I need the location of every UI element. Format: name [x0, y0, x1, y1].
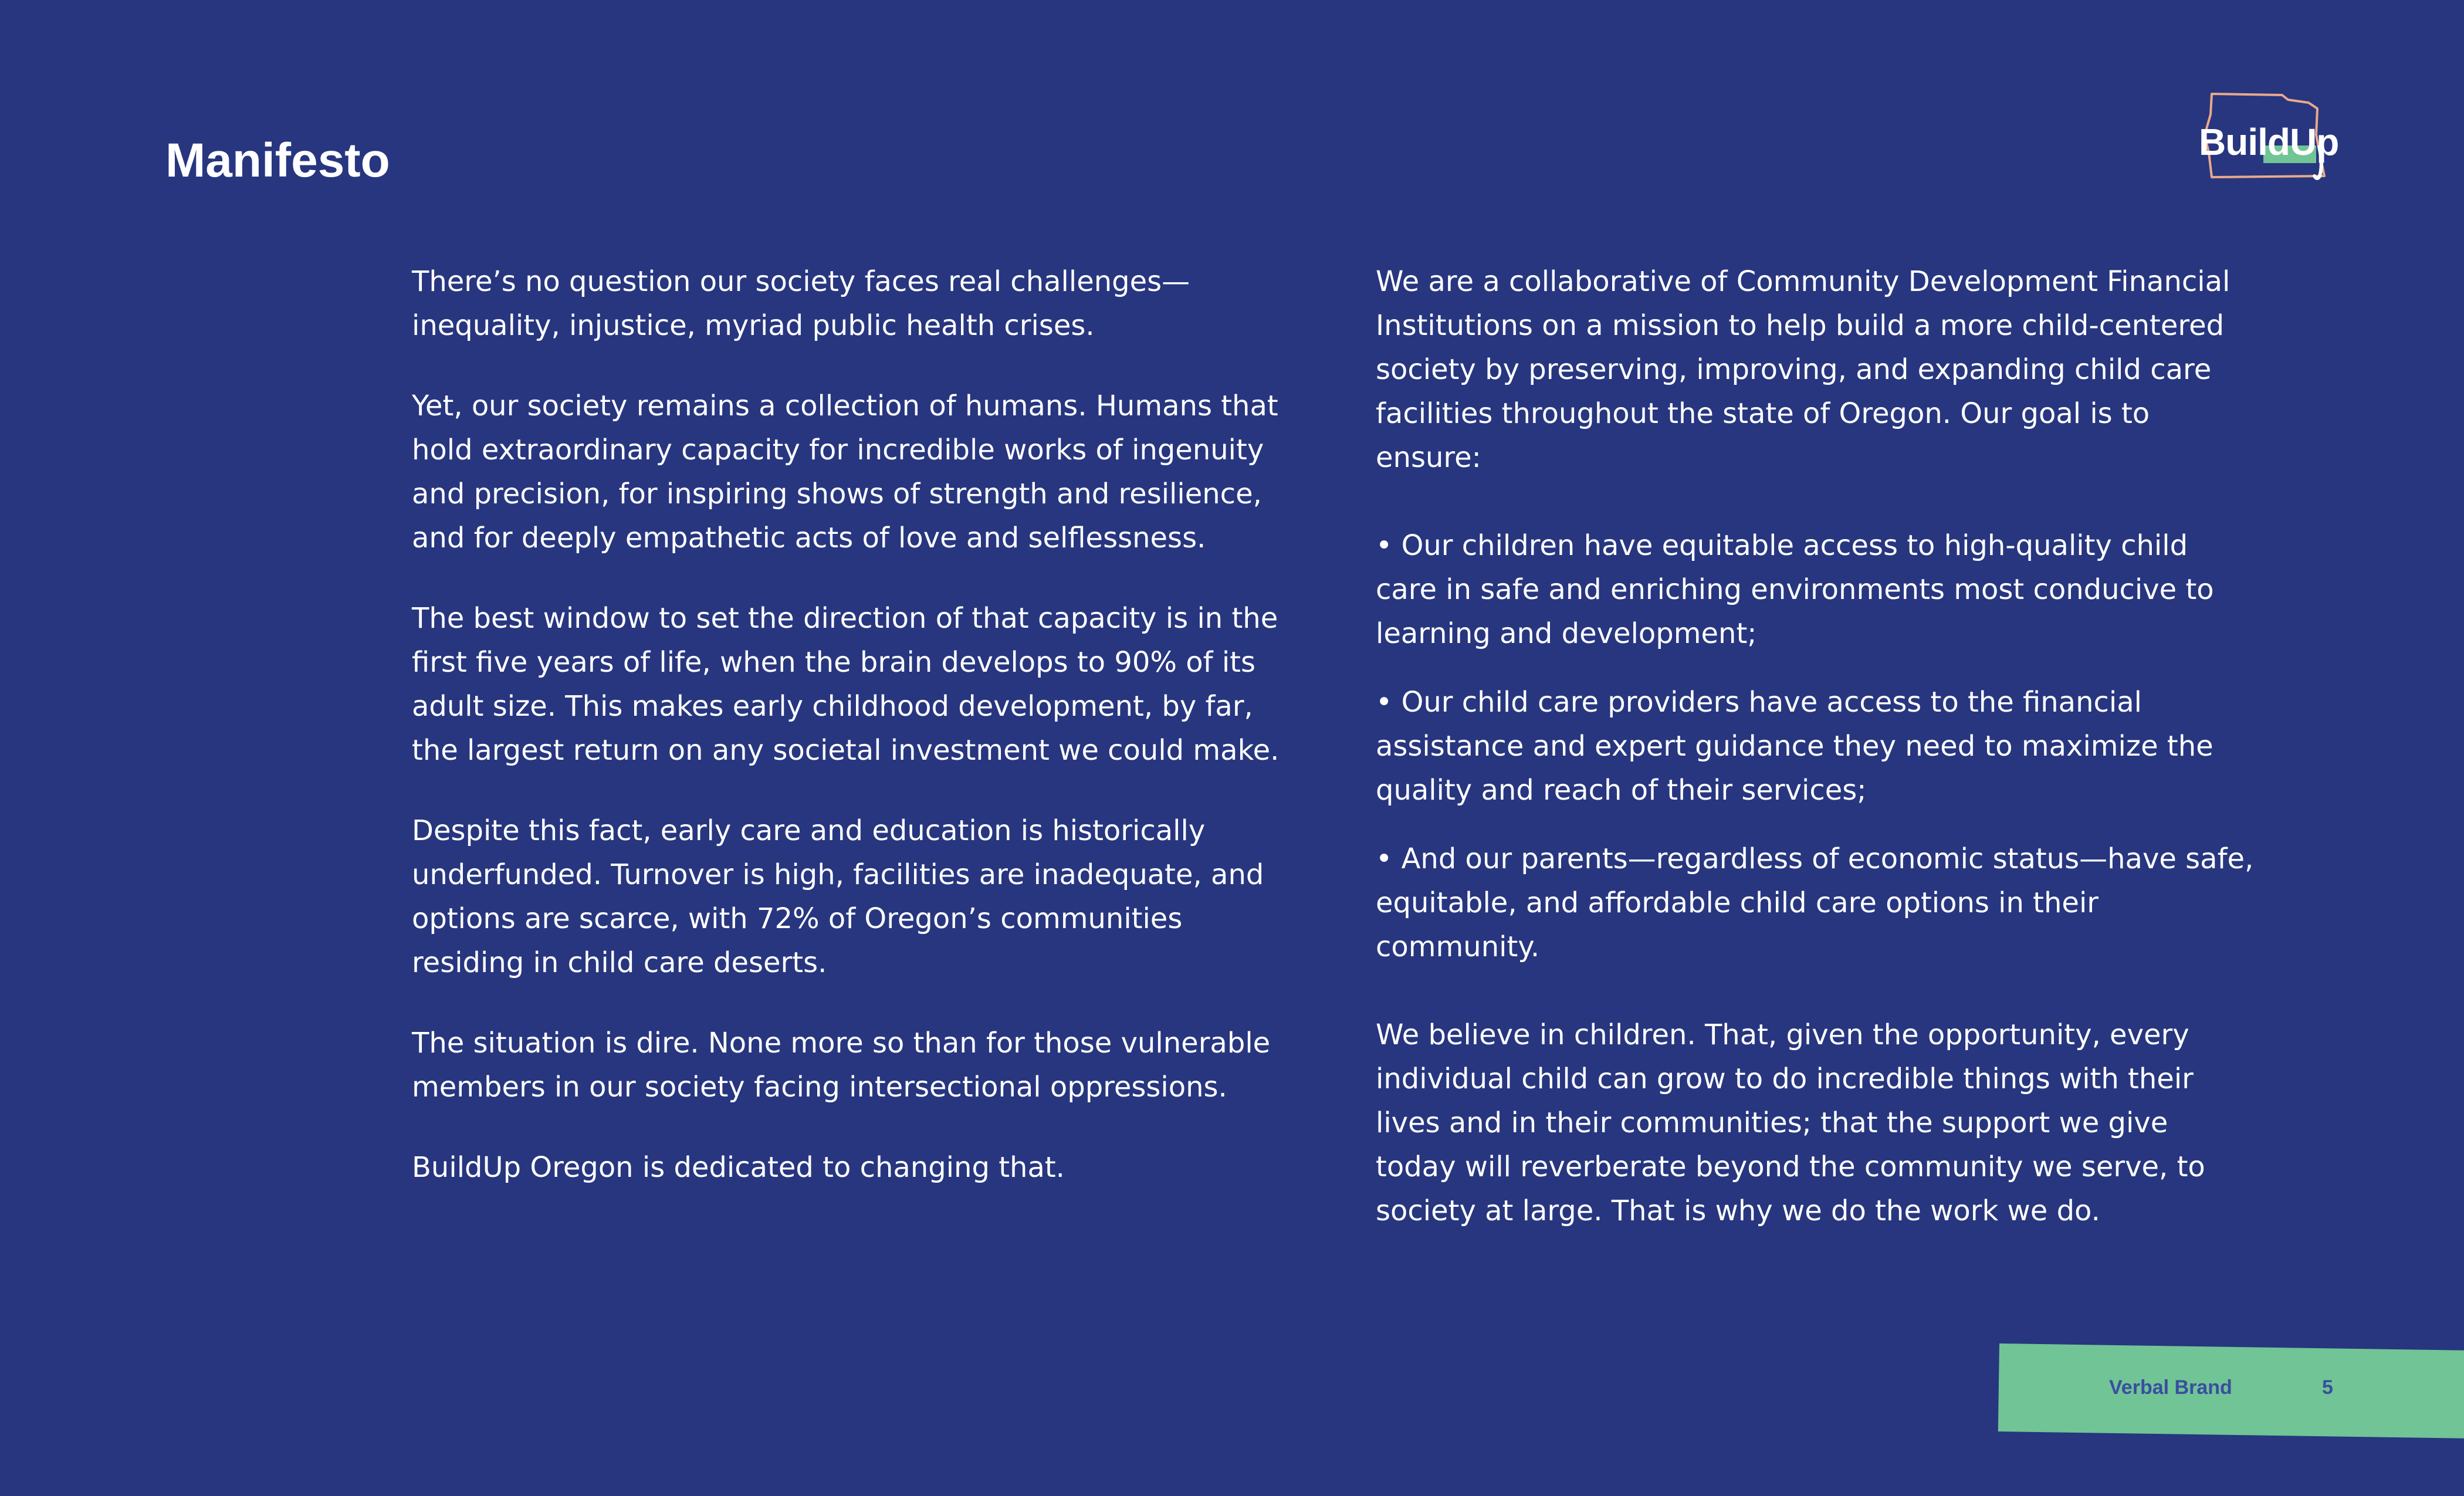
- left-paragraph-2: Yet, our society remains a collection of humans. Humans that hold extraordinary capacity for incredible works of ingenuity and precision, for inspiring shows of strength and resilience, and for deeply empathetic acts of love and selflessness.: [412, 390, 1278, 554]
- right-intro-paragraph: We are a collaborative of Community Development Financial Institutions on a mission to help build a more child-centered society by preserving, improving, and expanding child care facilities throughout the state of Oregon. Our goal is to ensure:: [1376, 265, 2231, 474]
- left-column: [412, 260, 1286, 1226]
- goal-bullet-children: • Our children have equitable access to high-quality child care in safe and enriching environments most conducive to learning and development;: [1376, 529, 2214, 650]
- left-paragraph-1: There’s no question our society faces real challenges—inequality, injustice, myriad public health crises.: [412, 265, 1190, 342]
- logo-wordmark: BuildUp: [2199, 121, 2339, 163]
- goal-bullet-providers: • Our child care providers have access to the financial assistance and expert guidance they need to maximize the quality and reach of their services;: [1376, 686, 2213, 807]
- left-paragraph-5: The situation is dire. None more so than for those vulnerable members in our society facing intersectional oppressions.: [412, 1027, 1271, 1104]
- page-number: 5: [2322, 1376, 2333, 1399]
- left-paragraph-4: Despite this fact, early care and education is historically underfunded. Turnover is high, facilities are inadequate, and options are scarce, with 72% of Oregon’s communities residing in child care deserts.: [412, 814, 1264, 979]
- goal-bullet-parents: • And our parents—regardless of economic status—have safe, equitable, and affordable child care options in their community.: [1376, 842, 2254, 963]
- left-paragraph-3: The best window to set the direction of that capacity is in the first five years of life, when the brain develops to 90% of its adult size. This makes early childhood development, by far, the largest return on any societal investment we could make.: [412, 602, 1280, 767]
- buildup-logo: [2194, 88, 2341, 194]
- left-paragraph-6: BuildUp Oregon is dedicated to changing that.: [412, 1151, 1065, 1184]
- footer-section-label: Verbal Brand: [2109, 1376, 2232, 1399]
- right-column: [1376, 260, 2256, 1270]
- right-closing-paragraph: We believe in children. That, given the opportunity, every individual child can grow to do incredible things with their lives and in their communities; that the support we give today will reverberate beyond the community we serve, to society at large. That is why we do the work we do.: [1376, 1018, 2205, 1227]
- page-title: Manifesto: [165, 133, 390, 187]
